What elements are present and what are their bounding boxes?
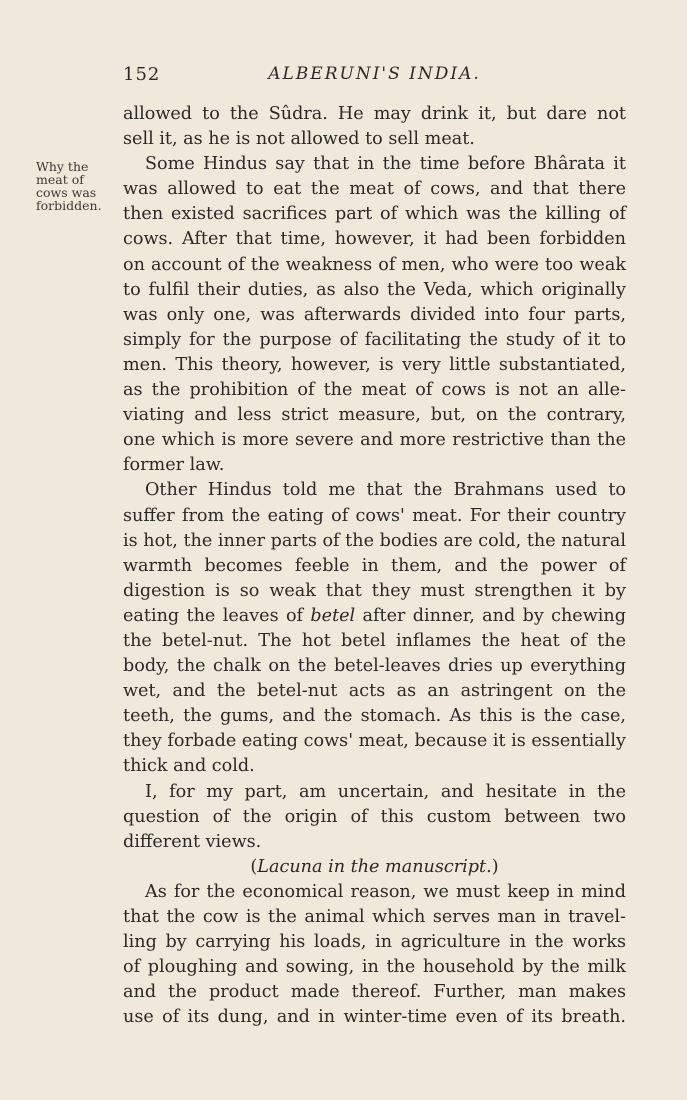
text-line: as the prohibition of the meat of cows is not an alle-	[123, 380, 626, 401]
text-line: wet, and the betel-nut acts as an astringent on the	[123, 681, 626, 702]
text-line	[123, 604, 626, 629]
text-segment: eating the leaves of	[123, 605, 311, 626]
text-line: suffer from the eating of cows' meat. For their country	[123, 505, 626, 526]
text-segment: )	[491, 856, 499, 877]
text-line: was only one, was afterwards divided into four parts,	[123, 304, 626, 325]
marginal-note	[36, 160, 118, 212]
text-line: cows. After that time, however, it had been forbidden	[123, 229, 626, 250]
body-text	[123, 102, 626, 1030]
text-line: use of its dung, and in winter-time even of its breath.	[123, 1007, 626, 1028]
page-number: 152	[123, 64, 161, 85]
running-title: ALBERUNI'S INDIA.	[268, 64, 481, 84]
marginal-note-line: Why the	[36, 159, 89, 174]
text-line: thick and cold.	[123, 756, 255, 777]
text-line: ling by carrying his loads, in agriculture in the works	[123, 932, 626, 953]
text-line: men. This theory, however, is very little substantiated,	[123, 354, 626, 375]
text-line: teeth, the gums, and the stomach. As this is the case,	[123, 706, 626, 727]
italic-text: Lacuna in the manuscript.	[257, 856, 492, 877]
text-line: I, for my part, am uncertain, and hesitate in the	[145, 781, 626, 802]
text-line: on account of the weakness of men, who were too weak	[123, 254, 626, 275]
text-segment: after dinner, and by chewing	[355, 605, 626, 626]
text-line: they forbade eating cows' meat, because it is essentially	[123, 731, 626, 752]
text-line	[123, 855, 626, 880]
text-line: sell it, as he is not allowed to sell meat.	[123, 129, 475, 150]
text-line: former law.	[123, 455, 225, 476]
text-line: body, the chalk on the betel-leaves dries up everything	[123, 656, 626, 677]
text-segment: (	[250, 856, 258, 877]
text-line: digestion is so weak that they must strengthen it by	[123, 580, 626, 601]
marginal-note-line: forbidden.	[36, 198, 102, 213]
text-line: allowed to the Sûdra. He may drink it, but dare not	[123, 104, 626, 124]
marginal-note-line: meat of	[36, 172, 84, 187]
text-line: Some Hindus say that in the time before Bhârata it	[145, 154, 626, 175]
text-line: to fulfil their duties, as also the Veda, which originally	[123, 279, 626, 300]
text-line: As for the economical reason, we must keep in mind	[145, 881, 626, 902]
text-line: the betel-nut. The hot betel inflames the heat of the	[123, 630, 626, 651]
marginal-note-line: cows was	[36, 185, 97, 200]
text-line: Other Hindus told me that the Brahmans used to	[145, 480, 626, 501]
text-line: warmth becomes feeble in them, and the power of	[123, 555, 626, 576]
text-line: is hot, the inner parts of the bodies are cold, the natural	[123, 530, 626, 551]
running-head	[123, 64, 626, 88]
text-line: one which is more severe and more restrictive than the	[123, 430, 626, 451]
text-line: that the cow is the animal which serves man in travel-	[123, 907, 626, 927]
text-line: viating and less strict measure, but, on the contrary,	[123, 405, 626, 426]
text-line: and the product made thereof. Further, man makes	[123, 982, 626, 1003]
italic-text: betel	[310, 605, 356, 626]
text-line: question of the origin of this custom between two	[123, 806, 626, 827]
text-line: then existed sacrifices part of which was the killing of	[123, 204, 626, 225]
text-line: was allowed to eat the meat of cows, and that there	[123, 179, 626, 200]
text-line: of ploughing and sowing, in the household by the milk	[123, 957, 626, 978]
text-line: simply for the purpose of facilitating the study of it to	[123, 329, 626, 350]
text-line: different views.	[123, 831, 262, 852]
